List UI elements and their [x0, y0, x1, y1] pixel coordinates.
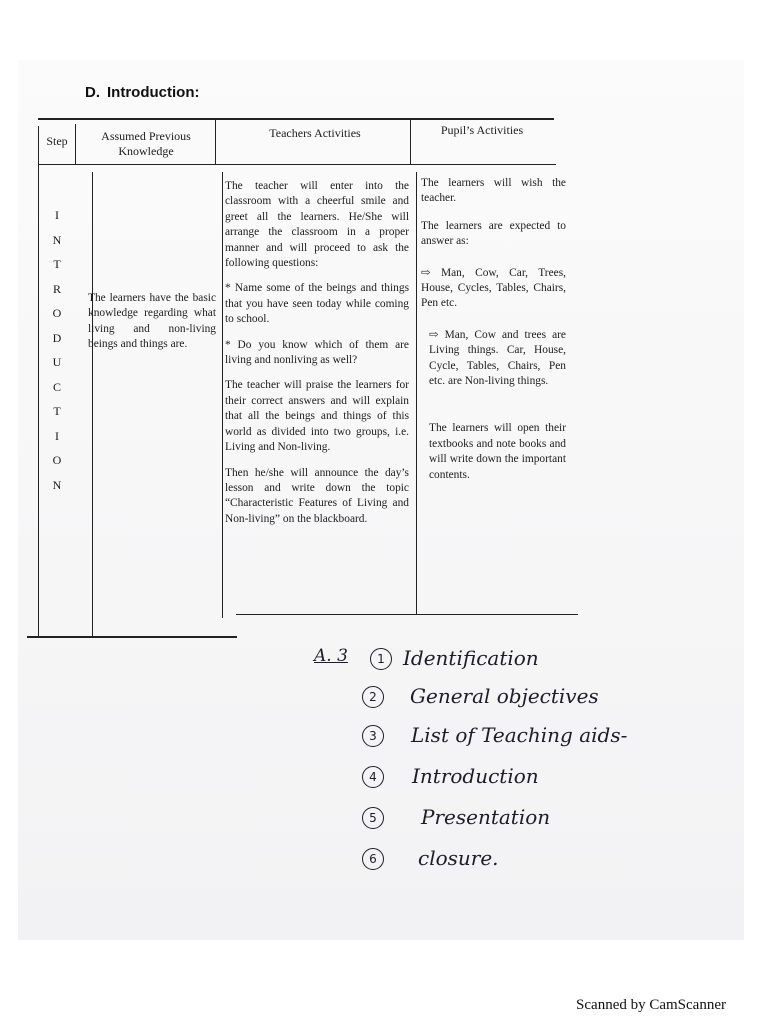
- teacher-paragraph: The teacher will enter into the classroom with a cheerful smile and greet all the learners. He/She will arrange the classroom in a proper manner and will proceed to ask the following questions:: [225, 180, 409, 270]
- handwritten-label: A. 3: [314, 646, 348, 666]
- pupil-paragraph: The learners will wish the teacher.: [421, 177, 566, 205]
- table-top-border: [38, 118, 554, 120]
- teacher-column-rule-body: [416, 172, 417, 614]
- handwritten-item: closure.: [418, 846, 499, 870]
- pupil-paragraph: The learners are expected to answer as:: [421, 219, 566, 248]
- step-letter: D: [52, 330, 62, 345]
- table-left-border: [38, 126, 39, 638]
- previous-knowledge-text: The learners have the basic knowledge regarding what living and non-living beings and things are.: [88, 292, 216, 351]
- header-teachers-activities: Teachers Activities: [269, 126, 361, 140]
- table-bottom-border-right: [236, 614, 578, 615]
- handwritten-item: Introduction: [412, 764, 539, 788]
- section-letter: D.: [85, 84, 100, 101]
- pupil-paragraph: The learners will open their textbooks and note books and will write down the important contents.: [429, 422, 566, 481]
- step-introduction-letters: [46, 203, 68, 497]
- handwritten-item: List of Teaching aids-: [411, 723, 628, 747]
- step-letter: N: [52, 477, 62, 492]
- step-letter: R: [52, 281, 61, 296]
- step-letter: O: [52, 306, 62, 320]
- header-previous-knowledge: Assumed Previous Knowledge: [101, 129, 191, 158]
- table-bottom-border: [27, 636, 237, 638]
- handwritten-item: Presentation: [421, 805, 551, 829]
- step-letter: I: [55, 208, 59, 222]
- step-letter: T: [53, 404, 61, 418]
- header-pupils-activities: Pupil’s Activities: [440, 123, 524, 137]
- step-letter: O: [52, 453, 62, 467]
- item-number-circle: 3: [362, 725, 384, 747]
- step-letter: U: [52, 355, 62, 369]
- section-title: Introduction:: [107, 84, 200, 101]
- item-number-circle: 6: [362, 848, 384, 870]
- teacher-activities-text: [225, 179, 409, 536]
- teacher-paragraph: The teacher will praise the learners for their correct answers and will explain that all the beings and things of this world as divided into two groups, i.e. Living and Non-living.: [225, 379, 409, 454]
- pupil-paragraph: ⇨ Man, Cow, Car, Trees, House, Cycles, Tables, Chairs, Pen etc.: [421, 266, 566, 310]
- knowledge-column-rule: [215, 118, 216, 164]
- teacher-paragraph: * Name some of the beings and things that you have seen today while coming to school.: [225, 282, 409, 326]
- pupil-activities-text: [421, 176, 566, 492]
- section-heading: [85, 84, 199, 101]
- step-letter: N: [52, 232, 62, 247]
- step-letter: I: [55, 428, 59, 443]
- handwritten-item: General objectives: [410, 684, 599, 708]
- header-bottom-rule: [38, 164, 556, 165]
- item-number-circle: 5: [362, 807, 384, 829]
- step-column-rule: [75, 124, 76, 164]
- step-column-rule-body: [92, 172, 93, 637]
- step-letter: T: [53, 257, 61, 271]
- pupil-paragraph: ⇨ Man, Cow and trees are Living things. Car, House, Cycle, Tables, Chairs, Pen etc. are Non-living things.: [429, 328, 566, 388]
- handwritten-item: Identification: [403, 646, 539, 670]
- teacher-paragraph: Then he/she will announce the day’s lesson and write down the topic “Characteristic Features of Living and Non-living” on the blackboard.: [225, 466, 409, 525]
- scanner-footer: Scanned by CamScanner: [576, 997, 726, 1013]
- teacher-paragraph: * Do you know which of them are living and nonliving as well?: [225, 338, 409, 367]
- item-number-circle: 1: [370, 648, 392, 670]
- teacher-column-rule: [410, 118, 411, 164]
- item-number-circle: 2: [362, 686, 384, 708]
- item-number-circle: 4: [362, 766, 384, 788]
- knowledge-column-rule-body: [222, 172, 223, 618]
- header-step: Step: [46, 134, 68, 148]
- step-letter: C: [52, 379, 61, 394]
